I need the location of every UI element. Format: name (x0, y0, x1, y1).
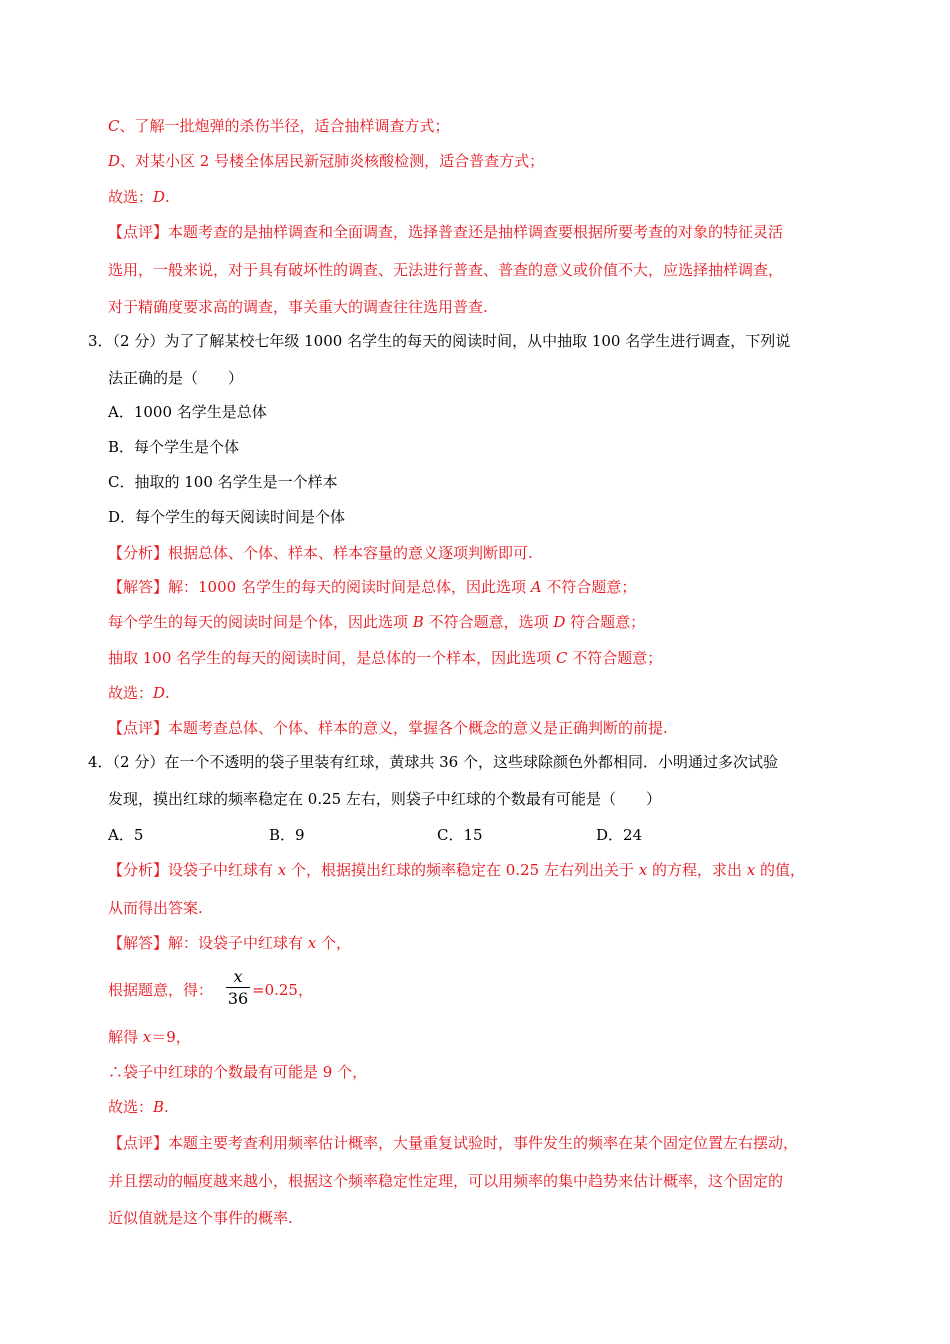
question-4-option-d: D．24 (596, 826, 643, 844)
question-4-comment-3: 近似值就是这个事件的概率. (108, 1209, 293, 1227)
question-4-comment-2: 并且摆动的幅度越来越小，根据这个频率稳定性定理，可以用频率的集中趋势来估计概率，这个固定的 (108, 1172, 784, 1190)
question-3-answer: 故选：D. (108, 684, 170, 702)
question-4-solution-3: 解得 x＝9， (108, 1028, 191, 1046)
question-4-solution-1: 【解答】解：设袋子中红球有 x 个， (108, 934, 352, 952)
question-3-stem-1: 3．（2 分）为了了解某校七年级 1000 名学生的每天的阅读时间，从中抽取 100 名学生进行调查，下列说 (88, 332, 791, 350)
question-4-stem-2: 发现，摸出红球的频率稳定在 0.25 左右，则袋子中红球的个数最有可能是（ ） (108, 790, 661, 808)
question-4-analysis-1: 【分析】设袋子中红球有 x 个，根据摸出红球的频率稳定在 0.25 左右列出关于 x 的方程，求出 x 的值， (108, 861, 805, 879)
question-3-option-b: B．每个学生是个体 (108, 438, 240, 456)
question-4-option-a: A．5 (108, 826, 144, 844)
question-3-analysis: 【分析】根据总体、个体、样本、样本容量的意义逐项判断即可. (108, 544, 533, 562)
question-4-option-c: C．15 (437, 826, 483, 844)
question-4-stem-1: 4．（2 分）在一个不透明的袋子里装有红球，黄球共 36 个，这些球除颜色外都相同．小明通过多次试验 (88, 753, 778, 771)
question-4-option-b: B．9 (269, 826, 305, 844)
question-4-analysis-2: 从而得出答案. (108, 899, 203, 917)
question-3-option-d: D．每个学生的每天阅读时间是个体 (108, 508, 346, 526)
question-3-solution-1: 【解答】解：1000 名学生的每天的阅读时间是总体，因此选项 A 不符合题意； (108, 578, 637, 596)
explain-c-line: C、了解一批炮弹的杀伤半径，适合抽样调查方式； (108, 117, 450, 135)
question-4-equation-rhs: =0.25， (252, 981, 313, 999)
explain-d-line: D、对某小区 2 号楼全体居民新冠肺炎核酸检测，适合普查方式； (108, 152, 545, 170)
comment-line-3: 对于精确度要求高的调查，事关重大的调查往往选用普查. (108, 298, 488, 316)
comment-line-2: 选用，一般来说，对于具有破坏性的调查、无法进行普查、普查的意义或价值不大，应选择抽样调查， (108, 261, 784, 279)
comment-line-1: 【点评】本题考查的是抽样调查和全面调查，选择普查还是抽样调查要根据所要考查的对象的特征灵活 (108, 223, 784, 241)
question-3-option-c: C．抽取的 100 名学生是一个样本 (108, 473, 338, 491)
question-4-answer: 故选：B. (108, 1098, 169, 1116)
question-3-stem-2: 法正确的是（ ） (108, 369, 244, 387)
question-3-solution-3: 抽取 100 名学生的每天的阅读时间，是总体的一个样本，因此选项 C 不符合题意； (108, 649, 663, 667)
answer-line: 故选：D. (108, 188, 170, 206)
question-3-comment: 【点评】本题考查总体、个体、样本的意义，掌握各个概念的意义是正确判断的前提. (108, 719, 668, 737)
question-3-option-a: A．1000 名学生是总体 (108, 403, 267, 421)
question-4-comment-1: 【点评】本题主要考查利用频率估计概率，大量重复试验时，事件发生的频率在某个固定位置左右摆动， (108, 1134, 799, 1152)
fraction-x-over-36: x 36 (227, 967, 249, 1008)
question-3-solution-2: 每个学生的每天的阅读时间是个体，因此选项 B 不符合题意，选项 D 符合题意； (108, 613, 646, 631)
question-4-solution-4: ∴袋子中红球的个数最有可能是 9 个， (108, 1063, 368, 1081)
question-4-solution-2: 根据题意，得： (108, 981, 214, 999)
